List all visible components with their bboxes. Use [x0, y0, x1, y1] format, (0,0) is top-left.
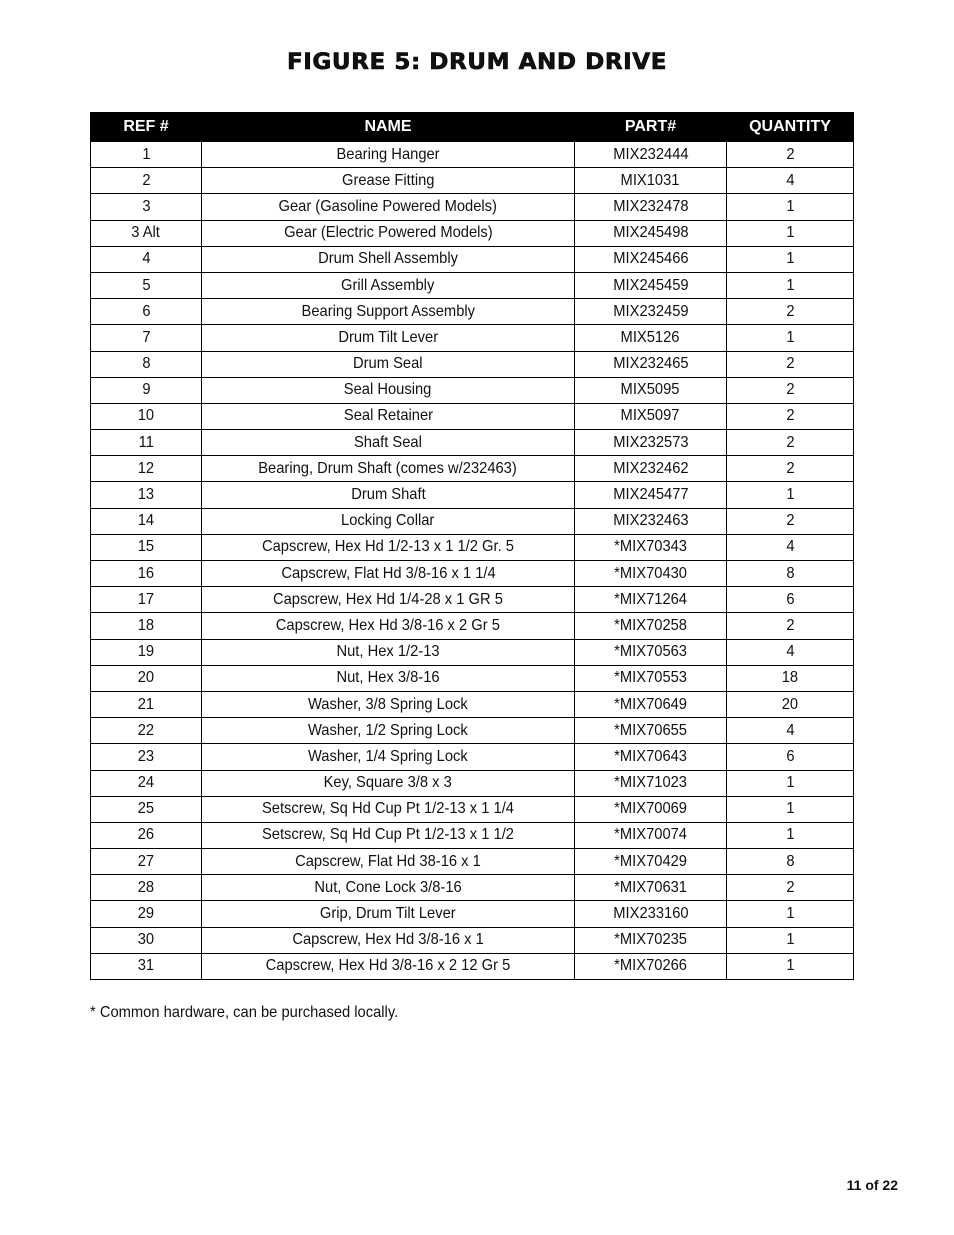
cell-quantity-text: 4: [785, 171, 795, 189]
table-row: [91, 325, 854, 351]
cell-part: [575, 796, 727, 822]
cell-part-text: *MIX70074: [614, 826, 687, 844]
cell-name-text: Capscrew, Hex Hd 3/8-16 x 2 12 Gr 5: [265, 957, 511, 975]
table-row: [91, 403, 854, 429]
cell-ref-text: 8: [141, 355, 151, 373]
cell-quantity-text: 1: [785, 328, 795, 346]
cell-name: [202, 142, 575, 168]
cell-name-text: Capscrew, Flat Hd 3/8-16 x 1 1/4: [280, 564, 496, 582]
cell-name-text: Capscrew, Hex Hd 1/4-28 x 1 GR 5: [273, 590, 503, 608]
cell-quantity: [727, 691, 854, 717]
cell-quantity: [727, 561, 854, 587]
table-row: [91, 796, 854, 822]
table-row: [91, 665, 854, 691]
cell-ref: [91, 325, 202, 351]
cell-ref-text: 12: [137, 459, 155, 477]
cell-quantity-text: 18: [781, 669, 799, 687]
cell-part: [575, 168, 727, 194]
cell-ref-text: 13: [137, 486, 155, 504]
cell-ref: [91, 194, 202, 220]
cell-quantity-text: 1: [785, 197, 795, 215]
cell-quantity-text: 2: [785, 459, 795, 477]
cell-quantity-text: 1: [785, 224, 795, 242]
cell-part-text: MIX245466: [612, 250, 689, 268]
cell-name-text: Bearing Support Assembly: [301, 302, 475, 320]
cell-quantity-text: 2: [785, 355, 795, 373]
cell-name-text: Setscrew, Sq Hd Cup Pt 1/2-13 x 1 1/2: [261, 826, 514, 844]
cell-quantity: [727, 246, 854, 272]
cell-ref-text: 31: [137, 957, 155, 975]
parts-table: [90, 112, 854, 980]
cell-part-text: *MIX70429: [614, 852, 687, 870]
cell-ref-text: 14: [137, 512, 155, 530]
cell-quantity: [727, 168, 854, 194]
cell-name: [202, 168, 575, 194]
cell-part-text: MIX5095: [621, 381, 680, 399]
cell-quantity-text: 4: [785, 538, 795, 556]
cell-part: [575, 561, 727, 587]
cell-part-text: *MIX70649: [614, 695, 687, 713]
cell-quantity: [727, 744, 854, 770]
cell-quantity: [727, 613, 854, 639]
cell-ref-text: 4: [141, 250, 151, 268]
cell-part: [575, 639, 727, 665]
cell-quantity: [727, 822, 854, 848]
table-row: [91, 849, 854, 875]
table-row: [91, 168, 854, 194]
cell-part-text: *MIX70258: [614, 616, 687, 634]
cell-part: [575, 849, 727, 875]
cell-quantity-text: 1: [785, 250, 795, 268]
cell-part-text: MIX5097: [621, 407, 680, 425]
cell-ref-text: 5: [141, 276, 151, 294]
cell-quantity: [727, 142, 854, 168]
table-row: [91, 194, 854, 220]
cell-ref: [91, 508, 202, 534]
cell-ref-text: 23: [137, 747, 155, 765]
table-body: [91, 142, 854, 980]
cell-ref-text: 2: [141, 171, 151, 189]
table-row: [91, 613, 854, 639]
cell-name-text: Bearing Hanger: [336, 145, 440, 163]
cell-quantity: [727, 325, 854, 351]
cell-ref: [91, 456, 202, 482]
cell-name: [202, 744, 575, 770]
cell-ref: [91, 168, 202, 194]
cell-ref-text: 16: [137, 564, 155, 582]
cell-ref: [91, 613, 202, 639]
cell-name: [202, 246, 575, 272]
table-row: [91, 927, 854, 953]
cell-part-text: MIX232462: [612, 459, 689, 477]
cell-quantity-text: 1: [785, 905, 795, 923]
cell-name: [202, 377, 575, 403]
cell-quantity-text: 2: [785, 512, 795, 530]
cell-part-text: MIX232444: [612, 145, 689, 163]
table-row: [91, 456, 854, 482]
cell-ref-text: 25: [137, 800, 155, 818]
cell-name: [202, 587, 575, 613]
cell-part: [575, 901, 727, 927]
cell-ref-text: 24: [137, 774, 155, 792]
header-name: NAME: [202, 113, 575, 142]
cell-ref-text: 28: [137, 878, 155, 896]
cell-part-text: MIX232478: [612, 197, 689, 215]
cell-part-text: *MIX70553: [614, 669, 687, 687]
cell-name: [202, 194, 575, 220]
cell-ref: [91, 220, 202, 246]
cell-ref-text: 17: [137, 590, 155, 608]
cell-ref-text: 15: [137, 538, 155, 556]
cell-name-text: Capscrew, Flat Hd 38-16 x 1: [295, 852, 481, 870]
table-row: [91, 691, 854, 717]
cell-ref-text: 19: [137, 643, 155, 661]
cell-ref: [91, 299, 202, 325]
table-row: [91, 953, 854, 979]
table-row: [91, 587, 854, 613]
cell-quantity-text: 1: [785, 276, 795, 294]
header-part: PART#: [575, 113, 727, 142]
table-row: [91, 744, 854, 770]
cell-part-text: *MIX70631: [614, 878, 687, 896]
cell-name-text: Key, Square 3/8 x 3: [323, 774, 453, 792]
cell-name-text: Shaft Seal: [354, 433, 422, 451]
cell-part: [575, 325, 727, 351]
cell-part-text: MIX232459: [612, 302, 689, 320]
cell-quantity: [727, 272, 854, 298]
cell-name-text: Setscrew, Sq Hd Cup Pt 1/2-13 x 1 1/4: [261, 800, 514, 818]
cell-part: [575, 351, 727, 377]
table-row: [91, 901, 854, 927]
cell-ref-text: 22: [137, 721, 155, 739]
cell-name: [202, 718, 575, 744]
cell-name-text: Washer, 1/4 Spring Lock: [308, 747, 468, 765]
cell-part-text: *MIX70563: [614, 643, 687, 661]
cell-name-text: Drum Shell Assembly: [318, 250, 458, 268]
cell-ref-text: 6: [141, 302, 151, 320]
cell-quantity-text: 2: [785, 878, 795, 896]
cell-part: [575, 822, 727, 848]
cell-quantity-text: 20: [781, 695, 799, 713]
cell-part-text: MIX1031: [621, 171, 680, 189]
cell-quantity: [727, 377, 854, 403]
cell-part: [575, 403, 727, 429]
cell-quantity: [727, 927, 854, 953]
cell-ref: [91, 482, 202, 508]
cell-name: [202, 875, 575, 901]
cell-quantity: [727, 220, 854, 246]
cell-ref: [91, 796, 202, 822]
cell-part: [575, 718, 727, 744]
cell-quantity-text: 1: [785, 931, 795, 949]
cell-ref: [91, 639, 202, 665]
table-row: [91, 430, 854, 456]
cell-part: [575, 246, 727, 272]
cell-part: [575, 142, 727, 168]
cell-name-text: Grill Assembly: [341, 276, 435, 294]
cell-name-text: Nut, Hex 3/8-16: [336, 669, 440, 687]
cell-ref: [91, 901, 202, 927]
cell-quantity: [727, 456, 854, 482]
cell-part: [575, 272, 727, 298]
cell-name: [202, 691, 575, 717]
table-row: [91, 220, 854, 246]
cell-name: [202, 508, 575, 534]
cell-part: [575, 691, 727, 717]
cell-part-text: MIX245498: [612, 224, 689, 242]
cell-ref: [91, 587, 202, 613]
cell-ref: [91, 351, 202, 377]
cell-part-text: *MIX71023: [614, 774, 687, 792]
table-row: [91, 246, 854, 272]
cell-ref-text: 30: [137, 931, 155, 949]
cell-name: [202, 456, 575, 482]
cell-part: [575, 194, 727, 220]
cell-part: [575, 508, 727, 534]
cell-quantity-text: 2: [785, 145, 795, 163]
cell-part-text: MIX245459: [612, 276, 689, 294]
cell-part: [575, 482, 727, 508]
cell-name-text: Gear (Electric Powered Models): [283, 224, 493, 242]
cell-ref-text: 21: [137, 695, 155, 713]
cell-name-text: Grip, Drum Tilt Lever: [320, 905, 456, 923]
cell-quantity: [727, 299, 854, 325]
cell-name: [202, 613, 575, 639]
cell-name-text: Bearing, Drum Shaft (comes w/232463): [258, 459, 518, 477]
cell-quantity: [727, 508, 854, 534]
cell-part: [575, 665, 727, 691]
header-ref: REF #: [91, 113, 202, 142]
cell-ref: [91, 691, 202, 717]
cell-ref: [91, 718, 202, 744]
cell-ref-text: 29: [137, 905, 155, 923]
cell-part-text: MIX232463: [612, 512, 689, 530]
cell-part-text: MIX5126: [621, 328, 680, 346]
cell-name-text: Seal Housing: [344, 381, 432, 399]
cell-ref-text: 11: [138, 433, 154, 451]
cell-name-text: Capscrew, Hex Hd 3/8-16 x 2 Gr 5: [275, 616, 501, 634]
cell-quantity: [727, 953, 854, 979]
cell-ref-text: 7: [141, 328, 151, 346]
table-row: [91, 142, 854, 168]
cell-name-text: Nut, Hex 1/2-13: [336, 643, 440, 661]
cell-quantity-text: 1: [785, 774, 795, 792]
cell-quantity: [727, 403, 854, 429]
cell-name: [202, 639, 575, 665]
cell-name: [202, 796, 575, 822]
cell-quantity-text: 8: [785, 852, 795, 870]
cell-name-text: Drum Tilt Lever: [338, 328, 438, 346]
page-number: 11 of 22: [846, 1177, 898, 1193]
cell-name-text: Capscrew, Hex Hd 1/2-13 x 1 1/2 Gr. 5: [262, 538, 514, 556]
cell-quantity-text: 1: [785, 800, 795, 818]
cell-ref-text: 3: [141, 197, 151, 215]
cell-name-text: Drum Seal: [353, 355, 423, 373]
page-title: FIGURE 5: DRUM AND DRIVE: [286, 50, 668, 75]
cell-name: [202, 849, 575, 875]
cell-quantity-text: 1: [785, 826, 795, 844]
cell-part-text: MIX232573: [612, 433, 689, 451]
table-row: [91, 822, 854, 848]
cell-part-text: *MIX70430: [614, 564, 687, 582]
cell-quantity-text: 1: [785, 957, 795, 975]
cell-quantity: [727, 901, 854, 927]
cell-name: [202, 325, 575, 351]
cell-quantity-text: 4: [785, 643, 795, 661]
cell-ref-text: 9: [141, 381, 151, 399]
cell-quantity: [727, 875, 854, 901]
cell-part: [575, 377, 727, 403]
cell-ref-text: 10: [137, 407, 155, 425]
cell-ref: [91, 822, 202, 848]
cell-quantity: [727, 194, 854, 220]
cell-quantity: [727, 770, 854, 796]
table-row: [91, 272, 854, 298]
cell-part: [575, 299, 727, 325]
table-row: [91, 561, 854, 587]
cell-part: [575, 430, 727, 456]
cell-ref-text: 26: [137, 826, 155, 844]
cell-part: [575, 456, 727, 482]
cell-name: [202, 561, 575, 587]
cell-part-text: *MIX70343: [614, 538, 687, 556]
cell-ref: [91, 246, 202, 272]
cell-part: [575, 220, 727, 246]
table-row: [91, 299, 854, 325]
cell-part-text: *MIX70069: [614, 800, 687, 818]
cell-quantity-text: 8: [785, 564, 795, 582]
table-row: [91, 482, 854, 508]
cell-quantity: [727, 796, 854, 822]
cell-quantity-text: 2: [785, 381, 795, 399]
cell-name: [202, 272, 575, 298]
cell-quantity-text: 2: [785, 433, 795, 451]
cell-ref: [91, 953, 202, 979]
cell-ref: [91, 430, 202, 456]
cell-part: [575, 613, 727, 639]
table-header-row: [91, 113, 854, 142]
cell-part: [575, 953, 727, 979]
cell-part: [575, 875, 727, 901]
cell-ref-text: 1: [141, 145, 151, 163]
cell-part-text: *MIX70655: [614, 721, 687, 739]
cell-ref: [91, 534, 202, 560]
cell-ref: [91, 770, 202, 796]
table-row: [91, 639, 854, 665]
cell-name: [202, 953, 575, 979]
cell-name-text: Nut, Cone Lock 3/8-16: [314, 878, 462, 896]
cell-quantity: [727, 639, 854, 665]
table-row: [91, 534, 854, 560]
cell-name: [202, 299, 575, 325]
cell-name: [202, 534, 575, 560]
cell-quantity-text: 4: [785, 721, 795, 739]
footnote: [90, 1004, 425, 1022]
cell-name-text: Grease Fitting: [341, 171, 435, 189]
cell-quantity: [727, 482, 854, 508]
cell-quantity: [727, 587, 854, 613]
cell-name-text: Drum Shaft: [350, 486, 426, 504]
cell-ref: [91, 849, 202, 875]
cell-quantity: [727, 718, 854, 744]
cell-ref: [91, 665, 202, 691]
cell-name: [202, 351, 575, 377]
cell-part: [575, 927, 727, 953]
cell-part-text: MIX233160: [612, 905, 689, 923]
table-row: [91, 875, 854, 901]
table-row: [91, 377, 854, 403]
cell-name: [202, 403, 575, 429]
cell-name: [202, 430, 575, 456]
footnote-text: * Common hardware, can be purchased locally.: [90, 1004, 399, 1021]
cell-quantity-text: 2: [785, 616, 795, 634]
cell-name-text: Gear (Gasoline Powered Models): [278, 197, 498, 215]
cell-part-text: MIX245477: [612, 486, 689, 504]
cell-name: [202, 927, 575, 953]
cell-name-text: Locking Collar: [341, 512, 435, 530]
cell-quantity: [727, 665, 854, 691]
cell-ref-text: 20: [137, 669, 155, 687]
cell-quantity: [727, 534, 854, 560]
cell-part-text: *MIX70235: [614, 931, 687, 949]
cell-ref: [91, 142, 202, 168]
cell-quantity-text: 1: [785, 486, 795, 504]
cell-part: [575, 587, 727, 613]
cell-ref: [91, 875, 202, 901]
cell-ref: [91, 744, 202, 770]
table-row: [91, 718, 854, 744]
table-row: [91, 770, 854, 796]
cell-part-text: *MIX70266: [614, 957, 687, 975]
cell-ref-text: 3 Alt: [131, 224, 161, 242]
table-row: [91, 351, 854, 377]
cell-ref: [91, 272, 202, 298]
cell-name-text: Washer, 3/8 Spring Lock: [308, 695, 468, 713]
cell-name-text: Washer, 1/2 Spring Lock: [308, 721, 468, 739]
table-row: [91, 508, 854, 534]
cell-quantity-text: 6: [785, 747, 795, 765]
cell-name: [202, 482, 575, 508]
cell-name-text: Capscrew, Hex Hd 3/8-16 x 1: [292, 931, 484, 949]
cell-name: [202, 822, 575, 848]
cell-part-text: MIX232465: [612, 355, 689, 373]
cell-name: [202, 665, 575, 691]
cell-quantity-text: 2: [785, 302, 795, 320]
cell-ref: [91, 927, 202, 953]
cell-name-text: Seal Retainer: [343, 407, 433, 425]
cell-quantity: [727, 430, 854, 456]
cell-quantity: [727, 351, 854, 377]
cell-name: [202, 770, 575, 796]
cell-quantity-text: 2: [785, 407, 795, 425]
cell-ref: [91, 403, 202, 429]
cell-ref-text: 27: [137, 852, 155, 870]
header-quantity: QUANTITY: [727, 113, 854, 142]
cell-part-text: *MIX71264: [614, 590, 687, 608]
cell-quantity: [727, 849, 854, 875]
cell-quantity-text: 6: [785, 590, 795, 608]
cell-name: [202, 220, 575, 246]
cell-ref-text: 18: [137, 616, 155, 634]
cell-part: [575, 744, 727, 770]
cell-ref: [91, 377, 202, 403]
cell-part: [575, 534, 727, 560]
cell-part: [575, 770, 727, 796]
cell-part-text: *MIX70643: [614, 747, 687, 765]
cell-name: [202, 901, 575, 927]
cell-ref: [91, 561, 202, 587]
